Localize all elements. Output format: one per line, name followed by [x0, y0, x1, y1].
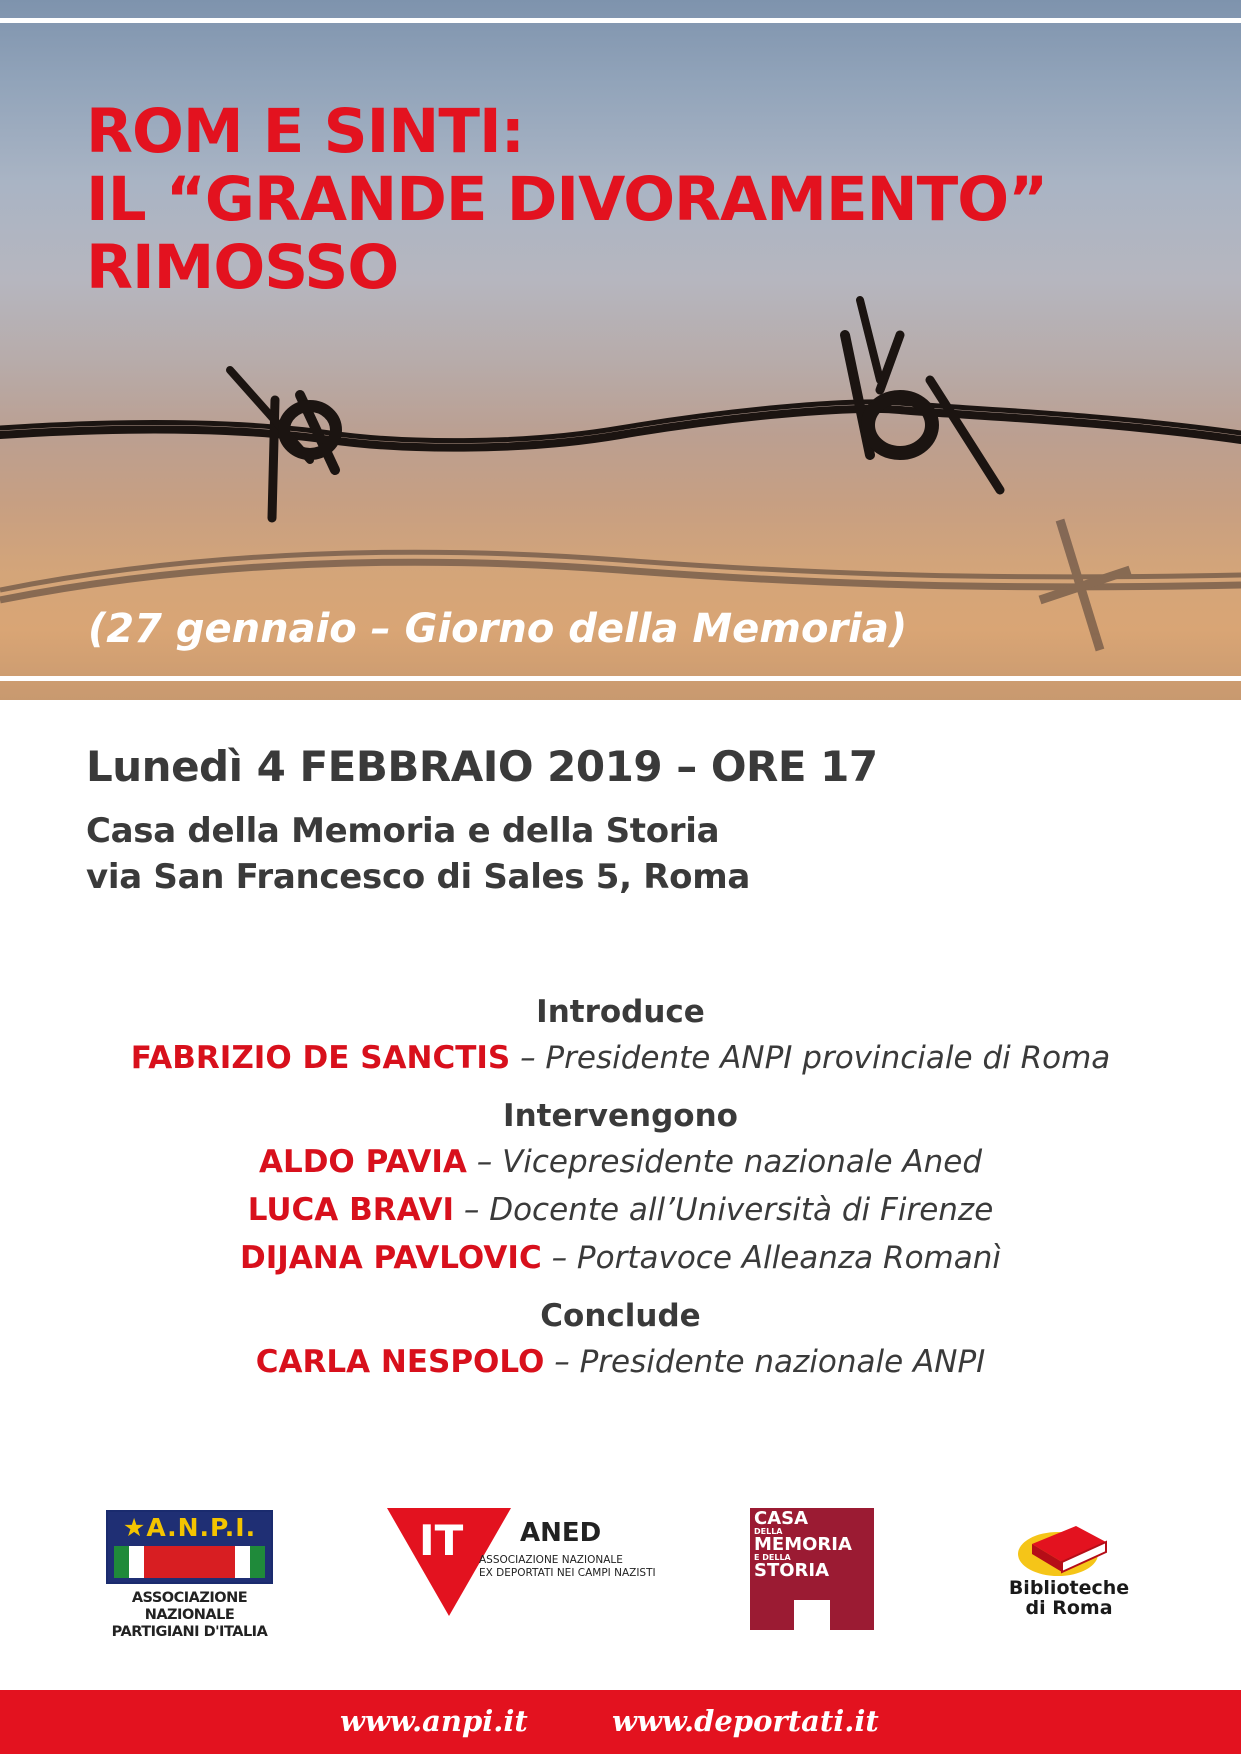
casa-line-1: CASA [754, 1508, 809, 1529]
aned-logo [387, 1508, 656, 1618]
book-icon [1014, 1520, 1114, 1578]
speaker-name: CARLA NESPOLO [255, 1344, 545, 1380]
partner-logos [0, 1500, 1241, 1640]
anpi-caption-line-2: PARTIGIANI D'ITALIA [111, 1624, 268, 1640]
casa-memoria-logo [750, 1508, 874, 1630]
casa-line-3: STORIA [754, 1560, 830, 1581]
venue-name: Casa della Memoria e della Storia [86, 811, 720, 851]
deportati-website-link[interactable]: www.deportati.it [612, 1704, 879, 1738]
event-title [86, 98, 1047, 302]
speaker-role: – Presidente nazionale ANPI [544, 1344, 986, 1380]
event-subtitle: (27 gennaio – Giorno della Memoria) [88, 606, 908, 652]
aned-desc-line-2: EX DEPORTATI NEI CAMPI NAZISTI [479, 1567, 656, 1579]
casa-line-2: MEMORIA [754, 1534, 852, 1555]
speaker-row [0, 1338, 1241, 1386]
speaker-name: FABRIZIO DE SANCTIS [130, 1040, 511, 1076]
section-heading-conclude: Conclude [540, 1298, 701, 1334]
casa-small-2: E DELLA [754, 1553, 791, 1562]
speaker-name: DIJANA PAVLOVIC [239, 1240, 542, 1276]
speaker-role: – Presidente ANPI provinciale di Roma [510, 1040, 1111, 1076]
hero-bottom-rule [0, 676, 1241, 681]
speaker-role: – Portavoce Alleanza Romanì [541, 1240, 1001, 1276]
casa-wordmark [754, 1510, 852, 1579]
anpi-website-link[interactable]: www.anpi.it [340, 1704, 528, 1738]
title-line-3: RIMOSSO [86, 232, 399, 303]
title-line-1: ROM E SINTI: [86, 96, 525, 167]
aned-mark: IT [419, 1516, 464, 1565]
speaker-row [0, 1186, 1241, 1234]
anpi-logo [106, 1510, 273, 1641]
speaker-name: LUCA BRAVI [247, 1192, 455, 1228]
biblioteche-line-2: di Roma [1025, 1597, 1113, 1619]
biblioteche-line-1: Biblioteche [1008, 1577, 1130, 1599]
biblioteche-roma-logo [1002, 1520, 1140, 1630]
casa-door-icon [794, 1600, 830, 1630]
footer-bar [0, 1690, 1241, 1754]
speaker-row [0, 1234, 1241, 1282]
anpi-mark: ★A.N.P.I. [122, 1513, 257, 1542]
section-heading-introduce: Introduce [536, 994, 705, 1030]
hero-banner [0, 0, 1241, 700]
speaker-row [0, 1034, 1241, 1082]
speaker-role: – Docente all’Università di Firenze [454, 1192, 994, 1228]
speaker-role: – Vicepresidente nazionale Aned [466, 1144, 983, 1180]
anpi-flag-icon [106, 1510, 273, 1584]
speaker-name: ALDO PAVIA [258, 1144, 467, 1180]
program [0, 990, 1241, 1386]
anpi-caption [106, 1590, 273, 1641]
venue-address: via San Francesco di Sales 5, Roma [86, 857, 751, 897]
section-heading-intervengono: Intervengono [503, 1098, 738, 1134]
title-line-2: IL “GRANDE DIVORAMENTO” [86, 164, 1048, 235]
casa-small-1: DELLA [754, 1527, 783, 1536]
event-date: Lunedì 4 FEBBRAIO 2019 – ORE 17 [86, 742, 878, 791]
aned-name: ANED [520, 1518, 602, 1548]
anpi-caption-line-1: ASSOCIAZIONE NAZIONALE [131, 1590, 248, 1623]
speaker-row [0, 1138, 1241, 1186]
event-venue [86, 808, 750, 900]
aned-description [479, 1554, 656, 1580]
biblioteche-wordmark [1004, 1578, 1134, 1618]
aned-desc-line-1: ASSOCIAZIONE NAZIONALE [479, 1554, 623, 1566]
